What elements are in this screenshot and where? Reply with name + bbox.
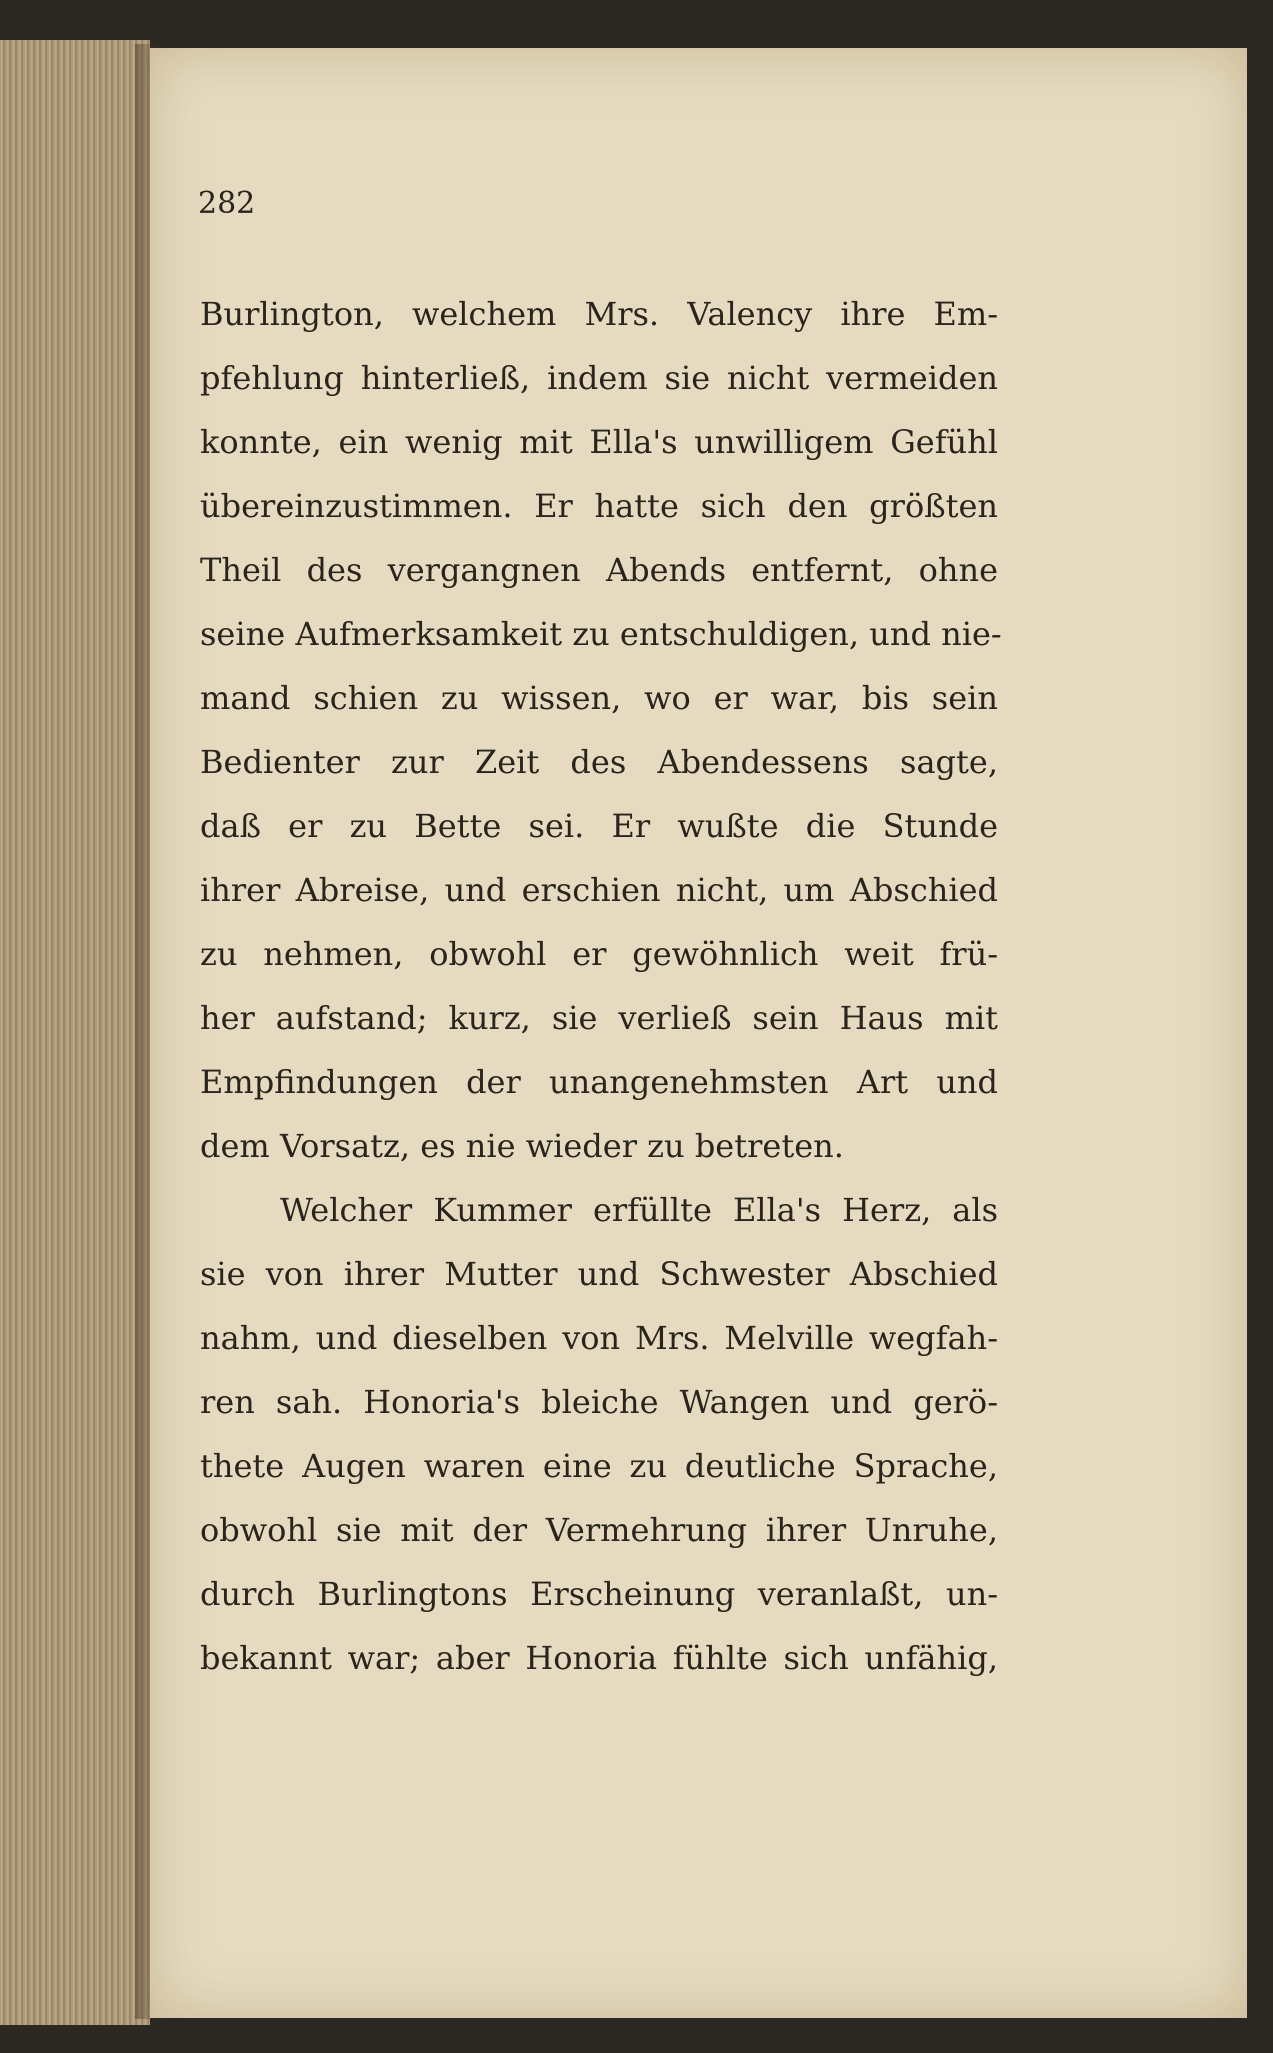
- paragraph-end-line: dem Vorsatz, es nie wieder zu betreten.: [200, 1127, 844, 1165]
- page-text: [200, 282, 1002, 1690]
- text-line: Theil des vergangnen Abends entfernt, ohne: [200, 551, 998, 589]
- text-line: bekannt war; aber Honoria fühlte sich unfähig,: [200, 1639, 998, 1677]
- text-line: ihrer Abreise, und erschien nicht, um Abschied: [200, 871, 998, 909]
- text-line: ren sah. Honoria's bleiche Wangen und gerö-: [200, 1383, 998, 1421]
- paragraph-start-line: Welcher Kummer erfüllte Ella's Herz, als: [280, 1191, 998, 1229]
- text-line: pfehlung hinterließ, indem sie nicht vermeiden: [200, 359, 998, 397]
- text-line: mand schien zu wissen, wo er war, bis sein: [200, 679, 998, 717]
- text-line: daß er zu Bette sei. Er wußte die Stunde: [200, 807, 998, 845]
- text-line: konnte, ein wenig mit Ella's unwilligem Gefühl: [200, 423, 998, 461]
- text-line: zu nehmen, obwohl er gewöhnlich weit frü-: [200, 935, 998, 973]
- text-line: durch Burlingtons Erscheinung veranlaßt, un-: [200, 1575, 998, 1613]
- text-line: nahm, und dieselben von Mrs. Melville wegfah-: [200, 1319, 998, 1357]
- text-line: her aufstand; kurz, sie verließ sein Haus mit: [200, 999, 998, 1037]
- page-number: 282: [198, 186, 256, 221]
- text-line: übereinzustimmen. Er hatte sich den größten: [200, 487, 998, 525]
- text-line: sie von ihrer Mutter und Schwester Abschied: [200, 1255, 998, 1293]
- text-line: thete Augen waren eine zu deutliche Sprache,: [200, 1447, 998, 1485]
- text-line: seine Aufmerksamkeit zu entschuldigen, und nie-: [200, 615, 1002, 653]
- text-line: Burlington, welchem Mrs. Valency ihre Em-: [200, 295, 998, 333]
- book-page-edges: [0, 40, 150, 2025]
- text-line: Empfindungen der unangenehmsten Art und: [200, 1063, 998, 1101]
- text-line: obwohl sie mit der Vermehrung ihrer Unruhe,: [200, 1511, 998, 1549]
- text-line: Bedienter zur Zeit des Abendessens sagte,: [200, 743, 998, 781]
